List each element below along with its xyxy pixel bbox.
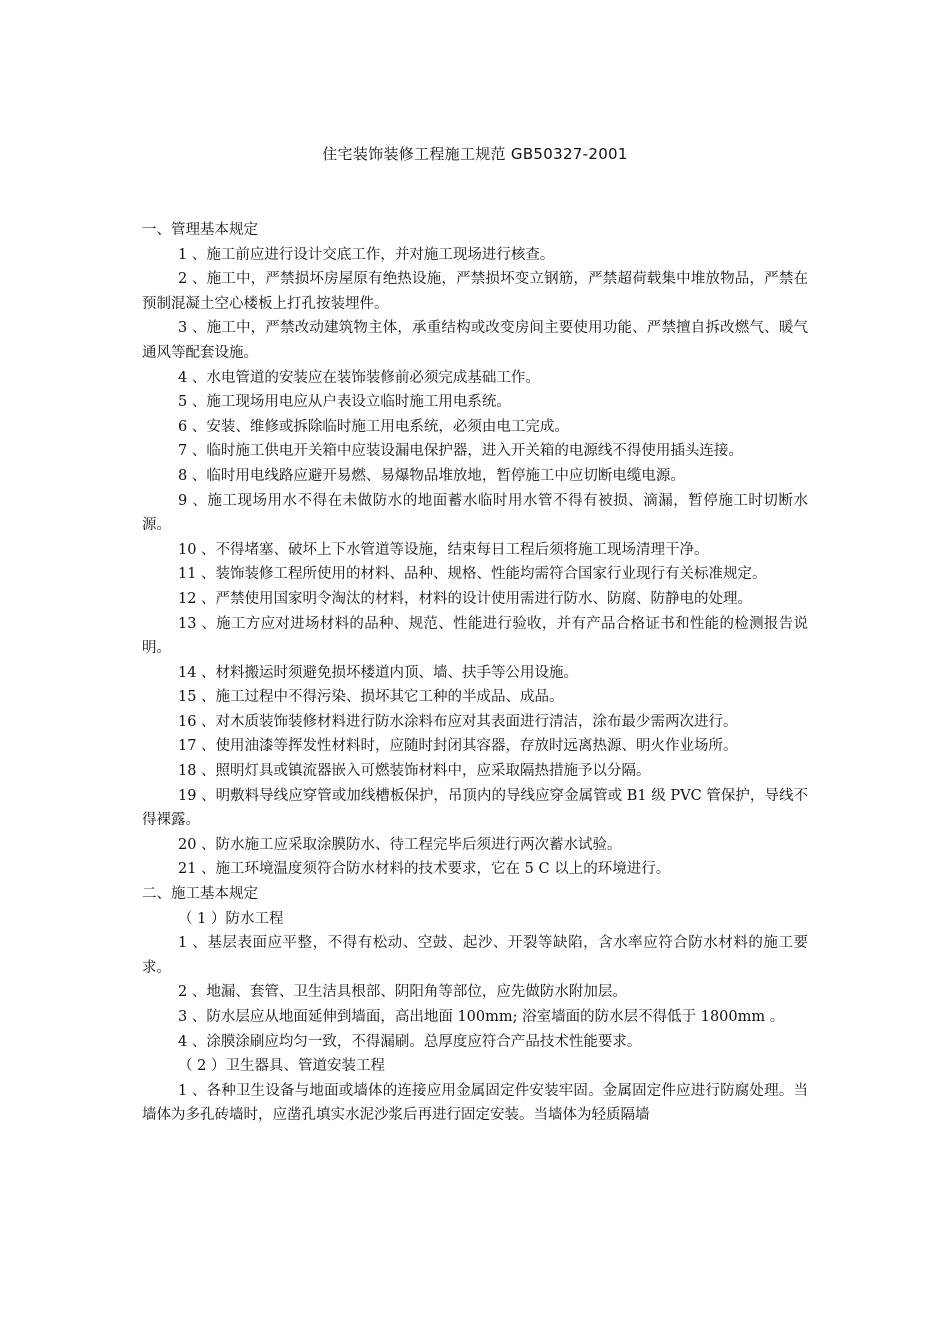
paragraph: 4 、涂膜涂刷应均匀一致，不得漏刷。总厚度应符合产品技术性能要求。 <box>178 1033 642 1050</box>
section-heading: 二、施工基本规定 <box>142 886 258 903</box>
paragraph: 6 、安装、维修或拆除临时施工用电系统，必须由电工完成。 <box>178 418 569 435</box>
paragraph: 11 、装饰装修工程所使用的材料、品种、规格、性能均需符合国家行业现行有关标准规定。 <box>178 566 767 583</box>
paragraph: 9 、施工现场用水不得在未做防水的地面蓄水临时用水管不得有被损、滴漏，暂停施工时切断水源。 <box>142 492 808 534</box>
paragraph: 15 、施工过程中不得污染、损坏其它工种的半成品、成品。 <box>178 689 564 706</box>
document-body <box>142 218 808 1128</box>
paragraph: 14 、材料搬运时须避免损坏楼道内顶、墙、扶手等公用设施。 <box>178 664 579 681</box>
page-title: 住宅装饰装修工程施工规范 GB50327-2001 <box>322 145 628 163</box>
paragraph: 2 、地漏、套管、卫生洁具根部、阴阳角等部位，应先做防水附加层。 <box>178 984 627 1001</box>
paragraph: 18 、照明灯具或镇流器嵌入可燃装饰材料中，应采取隔热措施予以分隔。 <box>178 763 651 780</box>
paragraph: 20 、防水施工应采取涂膜防水、待工程完毕后须进行两次蓄水试验。 <box>178 836 622 853</box>
paragraph: 13 、施工方应对进场材料的品种、规范、性能进行验收，并有产品合格证书和性能的检测报告说明。 <box>142 615 808 657</box>
paragraph: 12 、严禁使用国家明令淘汰的材料，材料的设计使用需进行防水、防腐、防静电的处理。 <box>178 590 753 607</box>
paragraph: 1 、基层表面应平整，不得有松动、空鼓、起沙、开裂等缺陷，含水率应符合防水材料的施工要求。 <box>142 935 808 976</box>
paragraph: 8 、临时用电线路应避开易燃、易爆物品堆放地，暂停施工中应切断电缆电源。 <box>178 467 685 484</box>
paragraph: 4 、水电管道的安装应在装饰装修前必须完成基础工作。 <box>178 369 540 386</box>
paragraph: 16 、对木质装饰装修材料进行防水涂料布应对其表面进行清洁，涂布最少需两次进行。 <box>178 713 738 730</box>
paragraph: 3 、施工中，严禁改动建筑物主体，承重结构或改变房间主要使用功能、严禁擅自拆改燃气、暖气通风等配套设施。 <box>142 320 808 361</box>
subsection-heading: （ 1 ）防水工程 <box>178 910 284 927</box>
paragraph: 2 、施工中，严禁损坏房屋原有绝热设施，严禁损坏变立钢筋，严禁超荷载集中堆放物品，严禁在预制混凝土空心楼板上打孔按装埋件。 <box>142 271 808 312</box>
paragraph: 19 、明敷料导线应穿管或加线槽板保护，吊顶内的导线应穿金属管或 B1 级 PVC 管保护，导线不得裸露。 <box>142 787 808 829</box>
paragraph: 10 、不得堵塞、破坏上下水管道等设施，结束每日工程后须将施工现场清理干净。 <box>178 541 709 558</box>
paragraph: 17 、使用油漆等挥发性材料时，应随时封闭其容器，存放时远离热源、明火作业场所。 <box>178 738 738 755</box>
subsection-heading: （ 2 ）卫生器具、管道安装工程 <box>178 1058 385 1075</box>
paragraph: 7 、临时施工供电开关箱中应装设漏电保护器，进入开关箱的电源线不得使用插头连接。 <box>178 443 743 460</box>
paragraph: 3 、防水层应从地面延伸到墙面，高出地面 100mm; 浴室墙面的防水层不得低于 1800mm 。 <box>178 1009 785 1025</box>
paragraph: 1 、各种卫生设备与地面或墙体的连接应用金属固定件安装牢固。金属固定件应进行防腐处理。当墙体为多孔砖墙时，应凿孔填实水泥沙浆后再进行固定安装。当墙体为轻质隔墙 <box>142 1082 808 1124</box>
section-heading: 一、管理基本规定 <box>142 222 258 238</box>
paragraph: 21 、施工环境温度须符合防水材料的技术要求，它在 5 C 以上的环境进行。 <box>178 861 671 878</box>
paragraph: 5 、施工现场用电应从户表设立临时施工用电系统。 <box>178 394 511 411</box>
paragraph: 1 、施工前应进行设计交底工作，并对施工现场进行核查。 <box>178 246 555 263</box>
